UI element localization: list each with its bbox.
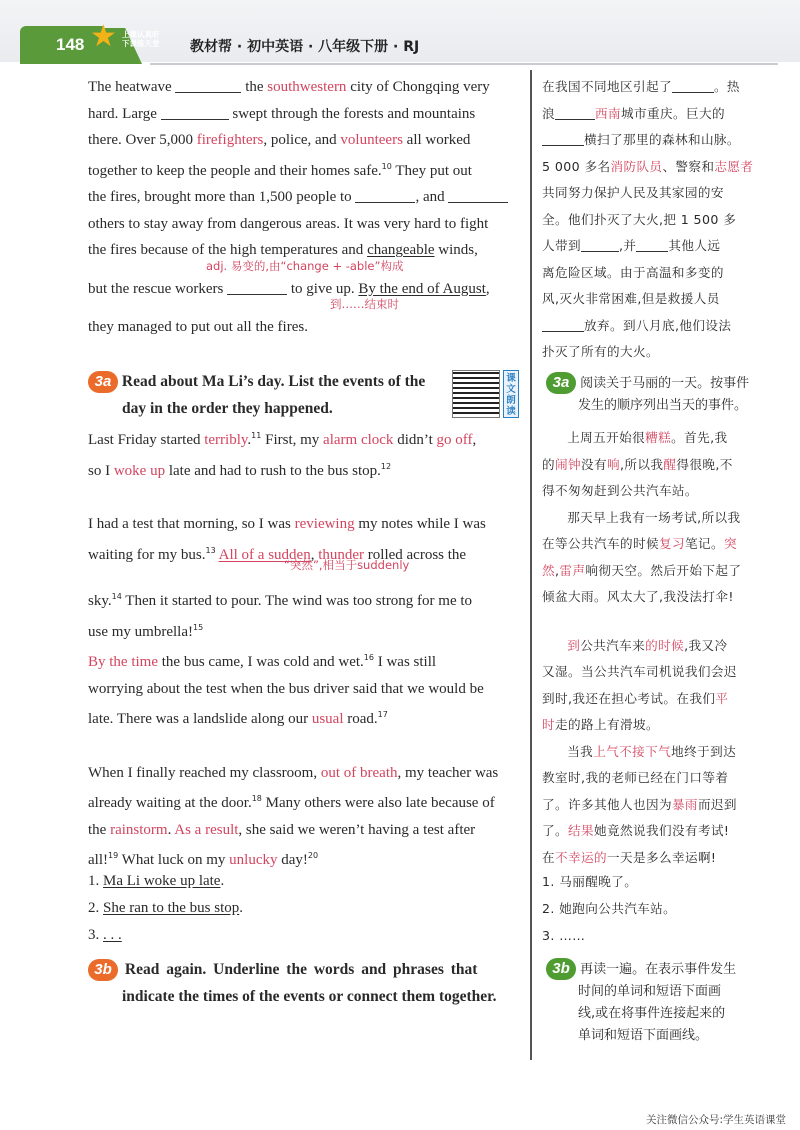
list-item: 2. She ran to the bus stop.	[88, 900, 243, 916]
instruction-3b-line2: indicate the times of the events or connect them together.	[122, 988, 497, 1005]
annotation-all-of-a-sudden: “突然”,相当于suddenly	[284, 558, 410, 572]
badge-3b: 3b	[88, 959, 118, 981]
page-number: 148	[20, 26, 104, 64]
english-passage: The heatwave the southwestern city of Chongqing very hard. Large swept through the forests and mountains there. Over 5,000 firefighters, police, and volunteers all worked together to keep the people and their homes safe.$^{10}$ They put out the fires, brought more than 1,500 people to , and others to stay away from dangerous areas. It was very hard to fight the fires because of the high temperatures and changeable winds, but the rescue workers to give up. By the end of August, they managed to put out all the fires.	[88, 74, 520, 341]
list-item: 3. ……	[542, 928, 586, 943]
list-item: 1. 马丽醒晚了。	[542, 874, 638, 889]
instruction-3a-line2: day in the order they happened.	[122, 400, 333, 417]
section-3a-cn-instruction	[546, 372, 786, 417]
list-item: 3. . . .	[88, 927, 122, 943]
slogan	[122, 30, 160, 48]
events-list-cn	[542, 868, 787, 949]
qr-code-icon[interactable]	[452, 370, 500, 418]
badge-3a: 3a	[88, 371, 118, 393]
badge-3b-cn: 3b	[546, 958, 576, 980]
page-header	[0, 0, 800, 68]
header-rule	[150, 63, 778, 65]
story-chinese: 上周五开始很糟糕。首先,我 的闹钟没有响,所以我醒得很晚,不 得不匆匆赶到公共汽车站。 那天早上我有一场考试,所以我 在等公共汽车的时候复习笔记。突 然,雷声响彻天空。然后开始下起了 倾盆大雨。风太大了,我没法打伞! 到公共汽车来的时候,我又冷 又湿。当公共汽车司机说我们会迟 到时,我还在担心考试。在我们平 时走的路上有滑坡。 当我上气不接下气地终于到达 教室时,我的老师已经在门口等着 了。许多其他人也因为暴雨而迟到 了。结果她竟然说我们没有考试! 在不幸运的一天是多么幸运啊!	[542, 430, 742, 865]
star-mascot-icon: ★	[90, 19, 117, 54]
cn-instruction-3b-line3: 线,或在将事件连接起来的	[578, 1006, 726, 1021]
slogan-line-2: 下课练天堂	[122, 39, 160, 48]
slogan-line-1: 上课认真听	[122, 30, 160, 39]
column-divider	[530, 70, 532, 1060]
events-list	[88, 868, 520, 949]
list-item: 1. Ma Li woke up late.	[88, 873, 225, 889]
cn-instruction-3b-line1: 再读一遍。在表示事件发生	[580, 962, 737, 977]
section-3a-instruction	[88, 368, 448, 422]
cn-instruction-3a-line2: 发生的顺序列出当天的事件。	[578, 398, 748, 413]
cn-instruction-3a-line1: 阅读关于马丽的一天。按事件	[580, 376, 750, 391]
section-3b-instruction	[88, 956, 524, 1010]
annotation-by-the-end: 到……结束时	[330, 297, 399, 311]
badge-3a-cn: 3a	[546, 372, 576, 394]
instruction-3a-line1: Read about Ma Li’s day. List the events of the	[121, 373, 426, 390]
book-title: 教材帮 · 初中英语 · 八年级下册 · RJ	[190, 39, 420, 55]
list-item: 2. 她跑向公共汽车站。	[542, 901, 677, 916]
chinese-passage: 在我国不同地区引起了 。热 浪 西南城市重庆。巨大的 横扫了那里的森林和山脉。 5 000 多名消防队员、警察和志愿者 共同努力保护人民及其家园的安 全。他们扑灭了大火,把 1 500 多 人带到 ,并 其他人远 离危险区域。由于高温和多变的 风,灭火非常困难,但是救援人员 放弃。到八月底,他们设法 扑灭了所有的大火。	[542, 79, 754, 359]
section-3b-cn-instruction	[546, 958, 786, 1047]
cn-instruction-3b-line4: 单词和短语下面画线。	[578, 1028, 709, 1043]
cn-instruction-3b-line2: 时间的单词和短语下面画	[578, 984, 722, 999]
story-english: Last Friday started terribly.$^{11}$ First, my alarm clock didn’t go off, so I woke up late and had to rush to the bus stop.$^{12}$ I had a test that morning, so I was reviewing my notes while I was waiting for my bus.$^{13}$ All of a sudden, thunder rolled across the sky.$^{14}$ Then it started to pour. The wind was too strong for me to use my umbrella!$^{15}$ By the time the bus came, I was cold and wet.$^{16}$ I was still worrying about the test when the bus driver said that we would be late. There was a landslide along our usual road.$^{17}$ When I finally reached my classroom, out of breath, my teacher was already waiting at the door.$^{18}$ Many others were also late because of the rainstorm. As a result, she said we weren’t having a test after all!$^{19}$ What luck on my unlucky day!$^{20}$	[88, 431, 499, 868]
audio-reading-label: 课文朗读	[503, 370, 519, 418]
instruction-3b-line1: Read again. Underline the words and phrases that	[124, 961, 478, 978]
annotation-changeable: adj. 易变的,由“change + -able”构成	[206, 259, 404, 273]
footer-wechat: 关注微信公众号:学生英语课堂	[645, 1114, 786, 1126]
